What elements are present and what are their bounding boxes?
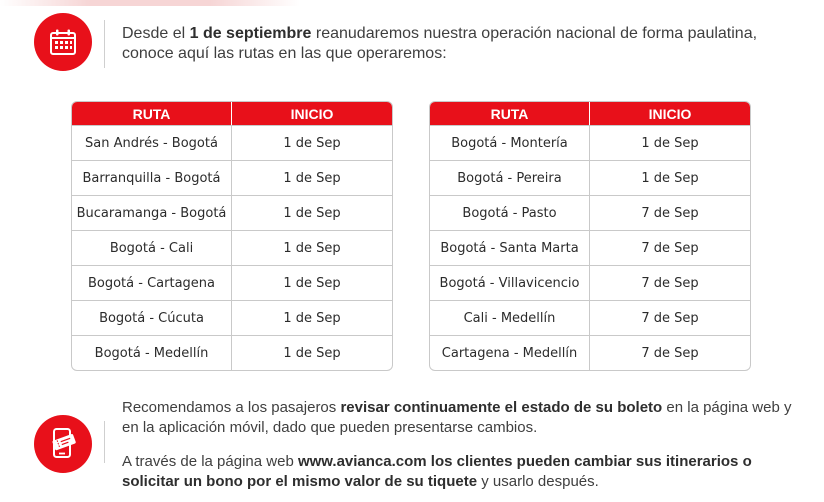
mobile-ticket-icon	[34, 415, 92, 473]
route-cell: Bogotá - Villavicencio	[430, 265, 589, 300]
notice-paragraph-1	[122, 398, 802, 438]
route-cell: Cali - Medellín	[430, 300, 589, 335]
table-row	[430, 300, 750, 335]
route-cell: Bogotá - Santa Marta	[430, 230, 589, 265]
table-header-row	[430, 102, 750, 125]
route-cell: Bucaramanga - Bogotá	[72, 195, 231, 230]
table-row	[430, 125, 750, 160]
table-row	[430, 335, 750, 370]
header-route: RUTA	[72, 102, 231, 125]
notice-p2-bold: www.avianca.com los clientes pueden cambiar sus itinerarios o solicitar un bono por el mismo valor de su tiquete	[122, 453, 752, 490]
start-cell: 7 de Sep	[589, 300, 750, 335]
divider	[104, 421, 105, 463]
table-row	[430, 265, 750, 300]
notice-p2-prefix: A través de la página web	[122, 453, 298, 470]
notice-p1-bold: revisar continuamente el estado de su boleto	[340, 399, 663, 416]
start-cell: 7 de Sep	[589, 230, 750, 265]
top-accent-bar	[0, 0, 300, 6]
route-cell: Bogotá - Cúcuta	[72, 300, 231, 335]
table-row	[72, 300, 392, 335]
notice-text	[122, 398, 802, 492]
notice-p1-rest: en la página web y en la aplicación móvil, dado que pueden presentarse cambios.	[122, 399, 792, 436]
route-cell: Bogotá - Cali	[72, 230, 231, 265]
route-cell: Barranquilla - Bogotá	[72, 160, 231, 195]
header-start: INICIO	[589, 102, 750, 125]
route-cell: Cartagena - Medellín	[430, 335, 589, 370]
start-cell: 1 de Sep	[589, 160, 750, 195]
route-cell: Bogotá - Pereira	[430, 160, 589, 195]
route-cell: San Andrés - Bogotá	[72, 125, 231, 160]
notice-p1-prefix: Recomendamos a los pasajeros	[122, 399, 341, 416]
start-cell: 1 de Sep	[231, 230, 392, 265]
table-row	[72, 195, 392, 230]
intro-rest: reanudaremos nuestra operación nacional de forma paulatina, conoce aquí las rutas en las que operaremos:	[122, 25, 758, 62]
route-cell: Bogotá - Medellín	[72, 335, 231, 370]
routes-table-right	[429, 101, 751, 371]
start-cell: 1 de Sep	[231, 160, 392, 195]
start-cell: 1 de Sep	[231, 195, 392, 230]
start-cell: 1 de Sep	[589, 125, 750, 160]
table-row	[72, 230, 392, 265]
start-cell: 1 de Sep	[231, 125, 392, 160]
route-cell: Bogotá - Montería	[430, 125, 589, 160]
notice-p2-rest: y usarlo después.	[477, 473, 599, 490]
intro-prefix: Desde el	[122, 25, 190, 42]
notice-paragraph-2	[122, 452, 802, 492]
routes-table-left	[71, 101, 393, 371]
start-cell: 7 de Sep	[589, 335, 750, 370]
divider	[104, 20, 105, 68]
header-start: INICIO	[231, 102, 392, 125]
table-row	[430, 195, 750, 230]
header-route: RUTA	[430, 102, 589, 125]
table-row	[72, 160, 392, 195]
start-cell: 1 de Sep	[231, 300, 392, 335]
start-cell: 7 de Sep	[589, 265, 750, 300]
start-cell: 1 de Sep	[231, 335, 392, 370]
table-row	[72, 125, 392, 160]
table-row	[430, 160, 750, 195]
route-cell: Bogotá - Cartagena	[72, 265, 231, 300]
start-cell: 1 de Sep	[231, 265, 392, 300]
calendar-icon	[34, 13, 92, 71]
table-row	[430, 230, 750, 265]
table-header-row	[72, 102, 392, 125]
start-cell: 7 de Sep	[589, 195, 750, 230]
table-row	[72, 335, 392, 370]
intro-text	[122, 24, 802, 64]
route-cell: Bogotá - Pasto	[430, 195, 589, 230]
intro-date: 1 de septiembre	[189, 25, 312, 42]
table-row	[72, 265, 392, 300]
